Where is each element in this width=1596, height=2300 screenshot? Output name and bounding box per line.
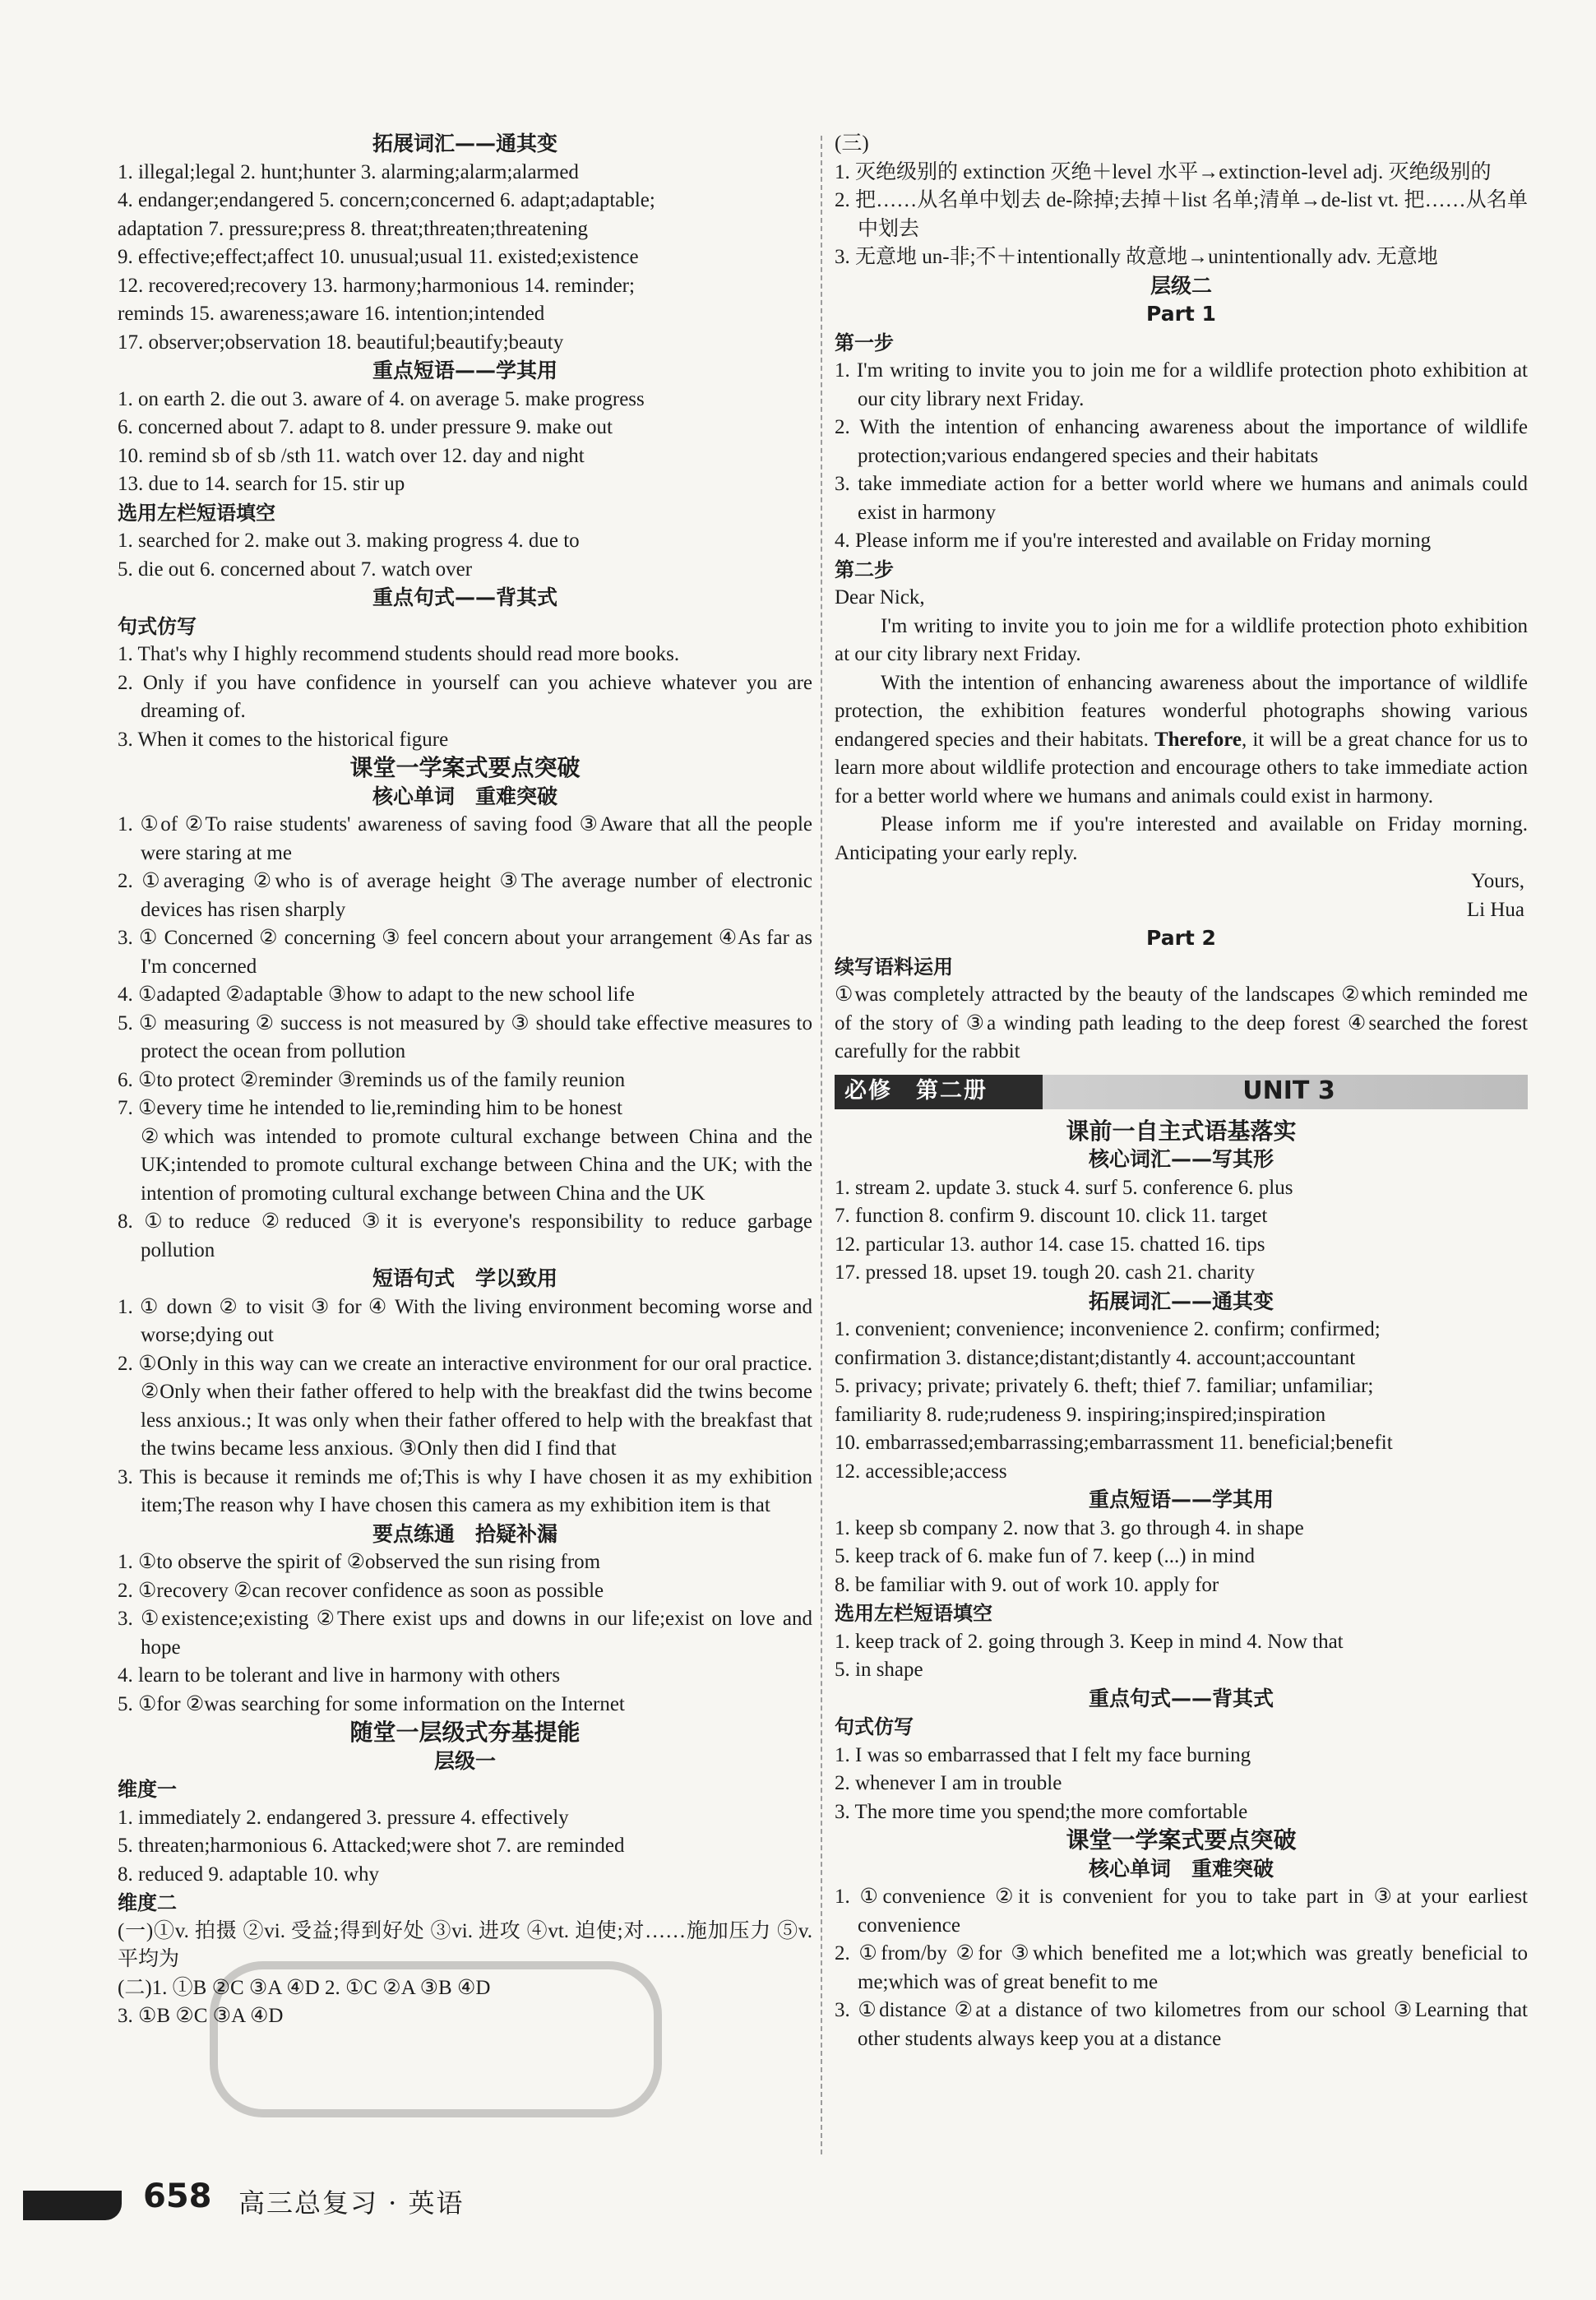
section-heading: 核心单词 重难突破 <box>1088 1856 1274 1881</box>
section-heading: 要点练通 拾疑补漏 <box>372 1521 557 1546</box>
continuation-answers: ①was completely attracted by the beauty of the landscapes ②which reminded me of the story of ③a winding path leading to the deep forest ④searched the forest carefully for the rabbit <box>835 983 1528 1062</box>
sentence-list <box>835 1742 1528 1827</box>
section-heading: 课堂一学案式要点突破 <box>1066 1826 1297 1853</box>
unit-banner <box>835 1075 1528 1109</box>
answer-item: 3. take immediate action for a better world where we humans and animals could exist in harmony <box>835 473 1528 524</box>
answer-line: 17. pressed 18. upset 19. tough 20. cash 21. charity <box>835 1261 1256 1284</box>
letter-salutation: Dear Nick, <box>835 586 925 609</box>
phrase-sentence-list <box>118 1293 812 1520</box>
section-heading: 课堂一学案式要点突破 <box>349 754 581 781</box>
extended-vocab-list <box>835 1316 1528 1486</box>
subheading: 维度一 <box>118 1778 177 1801</box>
answer-line: (二)1. ①B ②C ③A ④D 2. ①C ②A ③B ④D <box>118 1976 491 1999</box>
answer-line: 1. keep sb company 2. now that 3. go through 4. in shape <box>835 1516 1304 1539</box>
answer-line: 1. illegal;legal 2. hunt;hunter 3. alarming;alarm;alarmed <box>118 160 579 183</box>
answer-item: 1. ①convenience ②it is convenient for you to take part in ③at your earliest convenience <box>835 1886 1528 1937</box>
answer-item: 2. ①recovery ②can recover confidence as soon as possible <box>118 1579 604 1602</box>
letter-paragraph: Please inform me if you're interested and available on Friday morning. Anticipating your early reply. <box>835 813 1528 864</box>
answer-line: 2. whenever I am in trouble <box>835 1772 1062 1794</box>
answer-line: 10. embarrassed;embarrassing;embarrassment 11. beneficial;benefit <box>835 1432 1393 1454</box>
key-phrases-list <box>118 386 812 499</box>
answer-item: (一)①v. 拍摄 ②vi. 受益;得到好处 ③vi. 进攻 ④vt. 迫使;对……施加压力 ⑤v. 平均为 <box>118 1919 812 1970</box>
answer-item: 1. 灭绝级别的 extinction 灭绝＋level 水平→extinction-level adj. 灭绝级别的 <box>835 160 1492 183</box>
letter-paragraph <box>835 669 1528 812</box>
subheading: 维度二 <box>118 1891 177 1914</box>
answer-line: 4. endanger;endangered 5. concern;concerned 6. adapt;adaptable; <box>118 189 655 211</box>
answer-line: 8. be familiar with 9. out of work 10. apply for <box>835 1573 1219 1596</box>
subheading: 第二步 <box>835 558 894 581</box>
column-divider <box>821 136 822 2154</box>
left-column <box>118 130 812 2031</box>
right-column <box>835 130 1528 2053</box>
answer-line: 5. in shape <box>835 1659 923 1681</box>
section-heading: 拓展词汇——通其变 <box>372 132 557 155</box>
section-heading: 拓展词汇——通其变 <box>1088 1289 1274 1313</box>
answer-item: 2. Only if you have confidence in yourself can you achieve whatever you are dreaming of. <box>118 671 812 722</box>
page-number: 658 <box>143 2177 212 2215</box>
book-title: 高三总复习 · 英语 <box>238 2187 465 2219</box>
core-words-list <box>118 811 812 1265</box>
answer-item: ②which was intended to promote cultural exchange between China and the UK;intended to promote cultural exchange between China and the UK; with the intention of promoting cultural exchange between China and the UK <box>141 1125 812 1205</box>
answer-item: 3. ①existence;existing ②There exist ups and downs in our life;exist on love and hope <box>118 1608 812 1659</box>
section-heading: 随堂一层级式夯基提能 <box>349 1719 581 1746</box>
part-label: Part 1 <box>1146 302 1216 326</box>
answer-item: 3. ①distance ②at a distance of two kilometres from our school ③Learning that other students always keep you at a distance <box>835 1999 1528 2050</box>
answer-item: 3. When it comes to the historical figure <box>118 728 449 751</box>
fill-in-list <box>118 527 812 584</box>
section-heading: 重点句式——背其式 <box>372 585 557 609</box>
section-heading: 课前一自主式语基落实 <box>1066 1117 1297 1145</box>
sentence-list <box>118 641 812 754</box>
answer-item: 3. 无意地 un-非;不＋intentionally 故意地→unintentionally adv. 无意地 <box>835 246 1438 268</box>
answer-line: 10. remind sb of sb /sth 11. watch over 12. day and night <box>118 444 585 467</box>
answer-line: 12. accessible;access <box>835 1460 1007 1483</box>
section-heading: 重点句式——背其式 <box>1088 1686 1274 1710</box>
answer-item: 8. ①to reduce ②reduced ③it is everyone's responsibility to reduce garbage pollution <box>118 1210 812 1261</box>
letter-paragraph: I'm writing to invite you to join me for a wildlife protection photo exhibition at our city library next Friday. <box>835 614 1528 665</box>
step-one-list <box>835 357 1528 556</box>
answer-line: 5. die out 6. concerned about 7. watch over <box>118 558 473 581</box>
fill-in-list <box>835 1628 1528 1685</box>
word-formation-list <box>835 159 1528 272</box>
footer-tab <box>23 2191 122 2220</box>
subheading: 句式仿写 <box>118 614 197 638</box>
answer-line: 1. keep track of 2. going through 3. Keep in mind 4. Now that <box>835 1630 1344 1653</box>
answer-item: 4. learn to be tolerant and live in harmony with others <box>118 1664 561 1687</box>
answer-line: 3. The more time you spend;the more comfortable <box>835 1800 1248 1823</box>
answer-line: 1. searched for 2. make out 3. making progress 4. due to <box>118 530 580 552</box>
subheading: 第一步 <box>835 331 894 354</box>
answer-item: 2. ①averaging ②who is of average height ③The average number of electronic devices has risen sharply <box>118 870 812 921</box>
answer-line: 1. stream 2. update 3. stuck 4. surf 5. conference 6. plus <box>835 1176 1293 1199</box>
subheading: 续写语料运用 <box>835 955 953 979</box>
letter-closing: Yours, <box>1471 870 1524 892</box>
answer-item: 7. ①every time he intended to lie,reminding him to be honest <box>118 1097 622 1119</box>
answer-line: 5. keep track of 6. make fun of 7. keep (...) in mind <box>835 1545 1255 1567</box>
answer-item: 2. 把……从名单中划去 de-除掉;去掉＋list 名单;清单→de-list vt. 把……从名单中划去 <box>835 189 1528 240</box>
key-phrases-list <box>835 1515 1528 1600</box>
answer-item: 1. ①to observe the spirit of ②observed the sun rising from <box>118 1551 601 1573</box>
section-heading: 层级二 <box>1150 273 1212 298</box>
answer-line: 1. I was so embarrassed that I felt my face burning <box>835 1743 1251 1766</box>
extended-vocab-list <box>118 159 812 358</box>
answer-line: familiarity 8. rude;rudeness 9. inspiring;inspired;inspiration <box>835 1403 1326 1426</box>
subheading: 句式仿写 <box>835 1715 914 1738</box>
answer-item: 1. ①of ②To raise students' awareness of saving food ③Aware that all the people were staring at me <box>118 813 812 864</box>
letter-signature: Li Hua <box>1466 898 1524 921</box>
letter-text: , it will be a great chance for us to learn more about wildlife protection and encourage others to take immediate action for a better world where we humans and animals could exist in harmony. <box>835 728 1528 808</box>
section-label: (三) <box>835 132 869 155</box>
watermark-stamp-icon <box>206 1949 666 2130</box>
section-heading: 核心词汇——写其形 <box>1088 1147 1274 1171</box>
answer-line: confirmation 3. distance;distant;distantly 4. account;accountant <box>835 1346 1356 1369</box>
answer-line: 3. ①B ②C ③A ④D <box>118 2005 284 2027</box>
answer-line: 5. threaten;harmonious 6. Attacked;were shot 7. are reminded <box>118 1835 625 1857</box>
answer-line: 1. on earth 2. die out 3. aware of 4. on average 5. make progress <box>118 387 645 410</box>
answer-item: 6. ①to protect ②reminder ③reminds us of the family reunion <box>118 1068 626 1091</box>
letter <box>835 584 1528 924</box>
answer-item: 5. ①for ②was searching for some information on the Internet <box>118 1692 625 1715</box>
answer-line: 9. effective;effect;affect 10. unusual;usual 11. existed;existence <box>118 246 639 268</box>
answer-item: 2. ①Only in this way can we create an interactive environment for our oral practice. ②Only when their father offered to help with the breakfast did the twins become less anxious.; It was only when their father offered to help with the breakfast that the twins became less anxious. ③Only then did I find that <box>118 1352 812 1460</box>
section-heading: 重点短语——学其用 <box>1088 1488 1274 1511</box>
answer-line: 7. function 8. confirm 9. discount 10. click 11. target <box>835 1205 1268 1227</box>
letter-connective: Therefore <box>1154 728 1242 751</box>
answer-item: 1. That's why I highly recommend students should read more books. <box>118 643 680 665</box>
practice-points-list <box>118 1548 812 1719</box>
dimension-one-list <box>118 1804 812 1890</box>
answer-item: 4. ①adapted ②adaptable ③how to adapt to the new school life <box>118 983 635 1006</box>
part-label: Part 2 <box>1146 926 1216 950</box>
section-heading: 层级一 <box>433 1748 496 1773</box>
section-heading: 短语句式 学以致用 <box>372 1266 557 1290</box>
answer-line: 1. immediately 2. endangered 3. pressure 4. effectively <box>118 1806 569 1829</box>
answer-item: 3. This is because it reminds me of;This is why I have chosen it as my exhibition item;The reason why I have chosen this camera as my exhibition item is that <box>118 1465 812 1516</box>
answer-line: 8. reduced 9. adaptable 10. why <box>118 1863 379 1886</box>
answer-line: 17. observer;observation 18. beautiful;beautify;beauty <box>118 331 564 354</box>
answer-item: 3. ① Concerned ② concerning ③ feel concern about your arrangement ④As far as I'm concerned <box>118 927 812 978</box>
page-footer <box>23 2171 516 2228</box>
subheading: 选用左栏短语填空 <box>835 1602 992 1625</box>
letter-text: With the intention of enhancing awareness about the importance of wildlife protection, the exhibition features wonderful photographs showing various endangered species and their habitats. <box>835 671 1528 751</box>
book-label: 必修 第二册 <box>844 1078 988 1104</box>
answer-line: 1. convenient; convenience; inconvenience 2. confirm; confirmed; <box>835 1318 1381 1340</box>
section-heading: 重点短语——学其用 <box>372 359 557 382</box>
answer-item: 2. ①from/by ②for ③which benefited me a lot;which was greatly beneficial to me;which was of great benefit to me <box>835 1942 1528 1993</box>
answer-item: 1. I'm writing to invite you to join me for a wildlife protection photo exhibition at our city library next Friday. <box>835 359 1528 410</box>
core-vocab-list <box>835 1174 1528 1288</box>
section-heading: 核心单词 重难突破 <box>372 784 557 808</box>
answer-line: 12. recovered;recovery 13. harmony;harmonious 14. reminder; <box>118 274 635 297</box>
answer-line: 5. privacy; private; privately 6. theft; thief 7. familiar; unfamiliar; <box>835 1375 1374 1397</box>
unit-label: UNIT 3 <box>1242 1076 1335 1106</box>
core-words-list <box>835 1883 1528 2053</box>
answer-item: 2. With the intention of enhancing awareness about the importance of wildlife protection;various endangered species and their habitats <box>835 416 1528 467</box>
answer-line: reminds 15. awareness;aware 16. intention;intended <box>118 303 545 325</box>
answer-line: 12. particular 13. author 14. case 15. chatted 16. tips <box>835 1233 1265 1256</box>
answer-line: adaptation 7. pressure;press 8. threat;threaten;threatening <box>118 217 589 240</box>
subheading: 选用左栏短语填空 <box>118 501 275 525</box>
answer-item: 4. Please inform me if you're interested and available on Friday morning <box>835 530 1432 552</box>
answer-line: 13. due to 14. search for 15. stir up <box>118 473 405 495</box>
answer-item: 5. ① measuring ② success is not measured by ③ should take effective measures to protect the ocean from pollution <box>118 1011 812 1062</box>
answer-item: 1. ① down ② to visit ③ for ④ With the living environment becoming worse and worse;dying out <box>118 1295 812 1346</box>
answer-line: 6. concerned about 7. adapt to 8. under pressure 9. make out <box>118 416 613 438</box>
